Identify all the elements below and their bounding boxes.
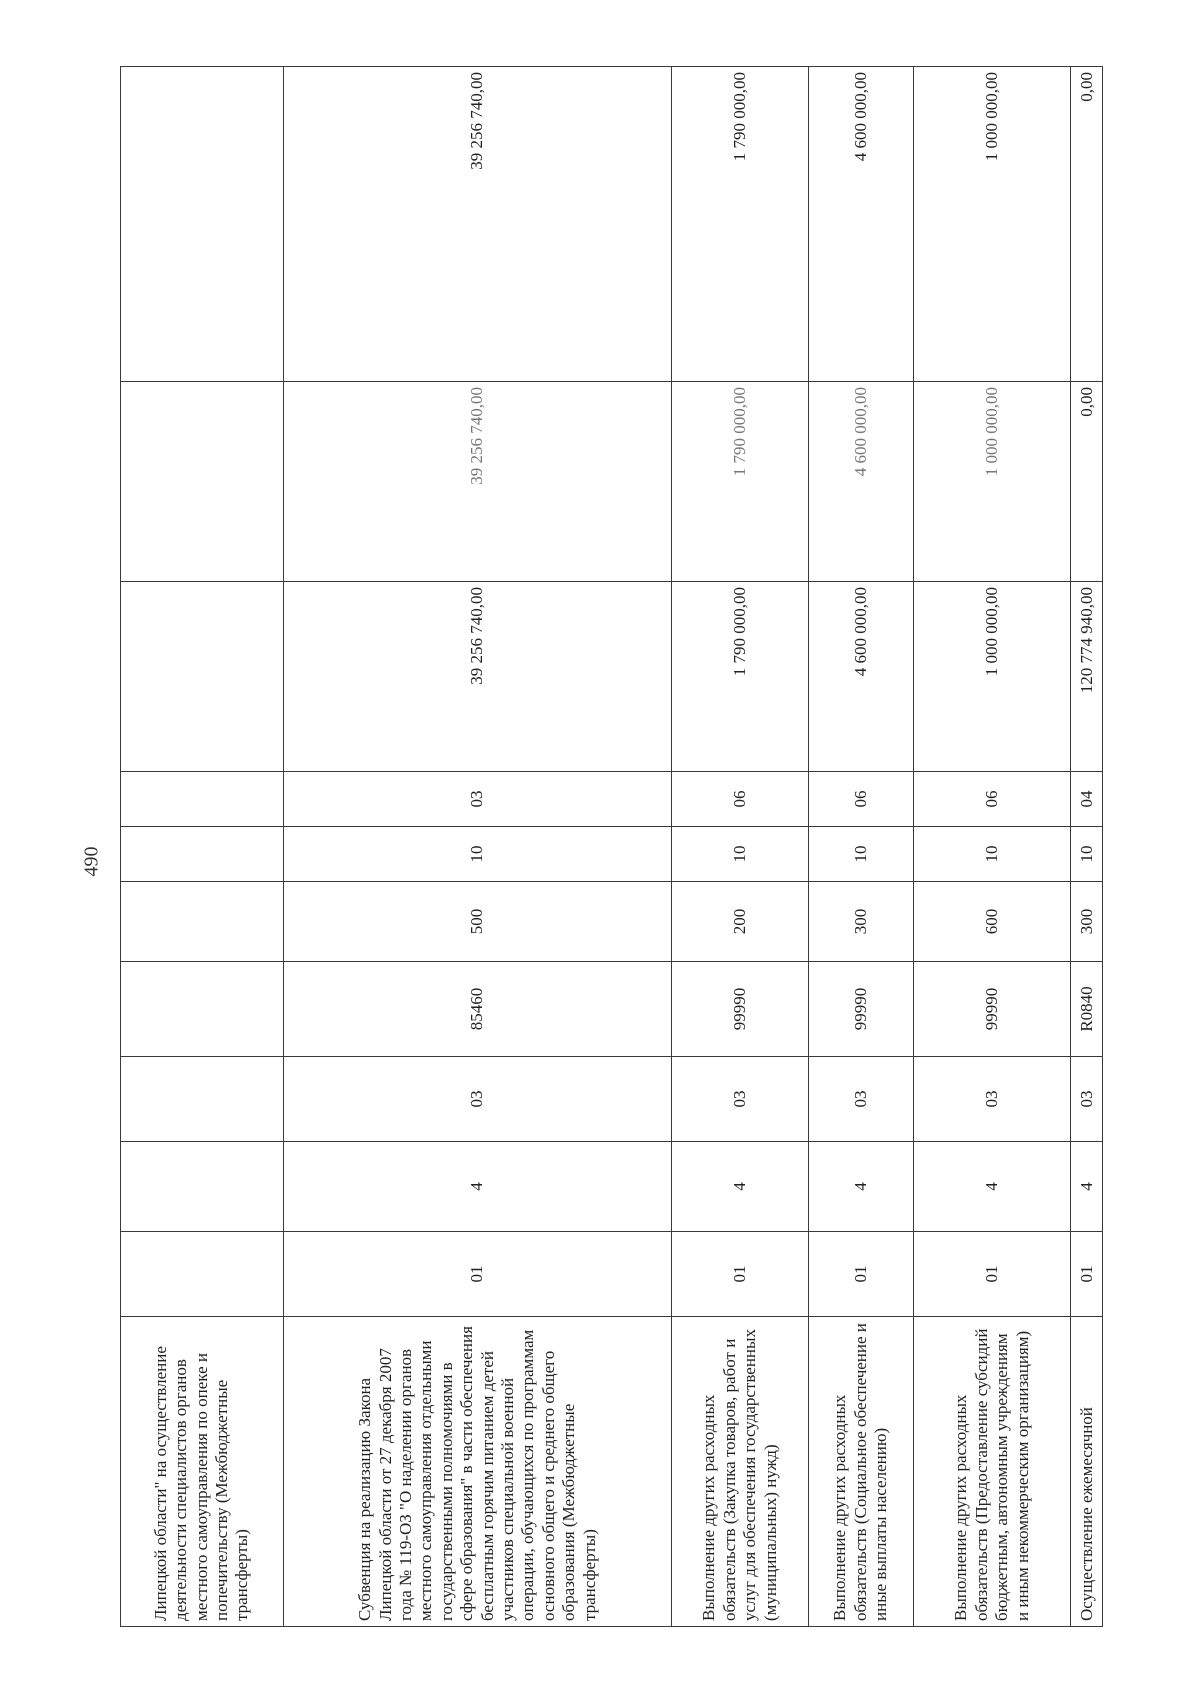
cell-program: 01	[1071, 1232, 1103, 1317]
cell-expense-type	[121, 882, 284, 962]
cell-subprogram: 03	[1071, 1057, 1103, 1142]
cell-subprogram-type: 4	[283, 1142, 672, 1232]
row-description: Липецкой области" на осуществление деятельности специалистов органов местного самоуправления по опеке и попечительству (Межбюджетные трансферты)	[121, 1317, 284, 1627]
cell-direction: R0840	[1071, 962, 1103, 1057]
cell-expense-type: 300	[808, 882, 913, 962]
row-description: Субвенция на реализацию Закона Липецкой области от 27 декабря 2007 года № 119-ОЗ "О наделении органов местного самоуправления отдельными государственными полномочиями в сфере образования" в части обеспечения бесплатным горячим питанием детей участников специальной военной операции, обучающихся по программам основного общего и среднего общего образования (Межбюджетные трансферты)	[283, 1317, 672, 1627]
cell-program: 01	[672, 1232, 809, 1317]
cell-program: 01	[808, 1232, 913, 1317]
cell-amount-3	[121, 67, 284, 382]
cell-section: 10	[672, 827, 809, 882]
cell-subprogram-type: 4	[808, 1142, 913, 1232]
cell-amount-1: 120 774 940,00	[1071, 582, 1103, 772]
table-row	[808, 67, 913, 1627]
cell-section: 10	[283, 827, 672, 882]
cell-subprogram: 03	[283, 1057, 672, 1142]
cell-amount-3: 4 600 000,00	[808, 67, 913, 382]
cell-amount-3: 39 256 740,00	[283, 67, 672, 382]
cell-amount-2	[121, 382, 284, 582]
row-description: Выполнение других расходных обязательств (Социальное обеспечение и иные выплаты населению)	[808, 1317, 913, 1627]
cell-subprogram-type: 4	[913, 1142, 1071, 1232]
cell-amount-2: 0,00	[1071, 382, 1103, 582]
cell-amount-2: 39 256 740,00	[283, 382, 672, 582]
cell-subprogram	[121, 1057, 284, 1142]
cell-amount-1	[121, 582, 284, 772]
table-row	[913, 67, 1071, 1627]
cell-amount-2: 4 600 000,00	[808, 382, 913, 582]
cell-subsection: 04	[1071, 772, 1103, 827]
cell-subsection: 06	[672, 772, 809, 827]
page-number: 490	[80, 846, 103, 877]
table-row	[283, 67, 672, 1627]
cell-subsection: 06	[913, 772, 1071, 827]
cell-direction	[121, 962, 284, 1057]
cell-expense-type: 300	[1071, 882, 1103, 962]
row-description: Выполнение других расходных обязательств (Предоставление субсидий бюджетным, автономным учреждениям и иным некоммерческим организациям)	[913, 1317, 1071, 1627]
cell-direction: 99990	[672, 962, 809, 1057]
cell-subprogram: 03	[672, 1057, 809, 1142]
cell-amount-3: 0,00	[1071, 67, 1103, 382]
cell-direction: 99990	[913, 962, 1071, 1057]
cell-program	[121, 1232, 284, 1317]
cell-subprogram-type: 4	[1071, 1142, 1103, 1232]
table-row	[672, 67, 809, 1627]
cell-subsection: 03	[283, 772, 672, 827]
cell-amount-2: 1 000 000,00	[913, 382, 1071, 582]
cell-section: 10	[1071, 827, 1103, 882]
cell-expense-type: 500	[283, 882, 672, 962]
cell-amount-3: 1 000 000,00	[913, 67, 1071, 382]
table-row	[121, 67, 284, 1627]
cell-section: 10	[808, 827, 913, 882]
cell-subsection: 06	[808, 772, 913, 827]
cell-amount-1: 39 256 740,00	[283, 582, 672, 772]
cell-program: 01	[913, 1232, 1071, 1317]
table-row	[1071, 67, 1103, 1627]
cell-program: 01	[283, 1232, 672, 1317]
row-description: Выполнение других расходных обязательств (Закупка товаров, работ и услуг для обеспечения государственных (муниципальных) нужд)	[672, 1317, 809, 1627]
cell-amount-1: 1 790 000,00	[672, 582, 809, 772]
cell-subprogram-type	[121, 1142, 284, 1232]
budget-table	[120, 66, 1103, 1627]
cell-subprogram: 03	[913, 1057, 1071, 1142]
cell-subprogram-type: 4	[672, 1142, 809, 1232]
cell-direction: 85460	[283, 962, 672, 1057]
row-description: Осуществление ежемесячной	[1071, 1317, 1103, 1627]
cell-subprogram: 03	[808, 1057, 913, 1142]
cell-subsection	[121, 772, 284, 827]
rotated-table-container	[120, 67, 1103, 1627]
cell-section	[121, 827, 284, 882]
cell-amount-3: 1 790 000,00	[672, 67, 809, 382]
cell-amount-2: 1 790 000,00	[672, 382, 809, 582]
cell-section: 10	[913, 827, 1071, 882]
cell-amount-1: 1 000 000,00	[913, 582, 1071, 772]
cell-direction: 99990	[808, 962, 913, 1057]
cell-amount-1: 4 600 000,00	[808, 582, 913, 772]
cell-expense-type: 600	[913, 882, 1071, 962]
cell-expense-type: 200	[672, 882, 809, 962]
